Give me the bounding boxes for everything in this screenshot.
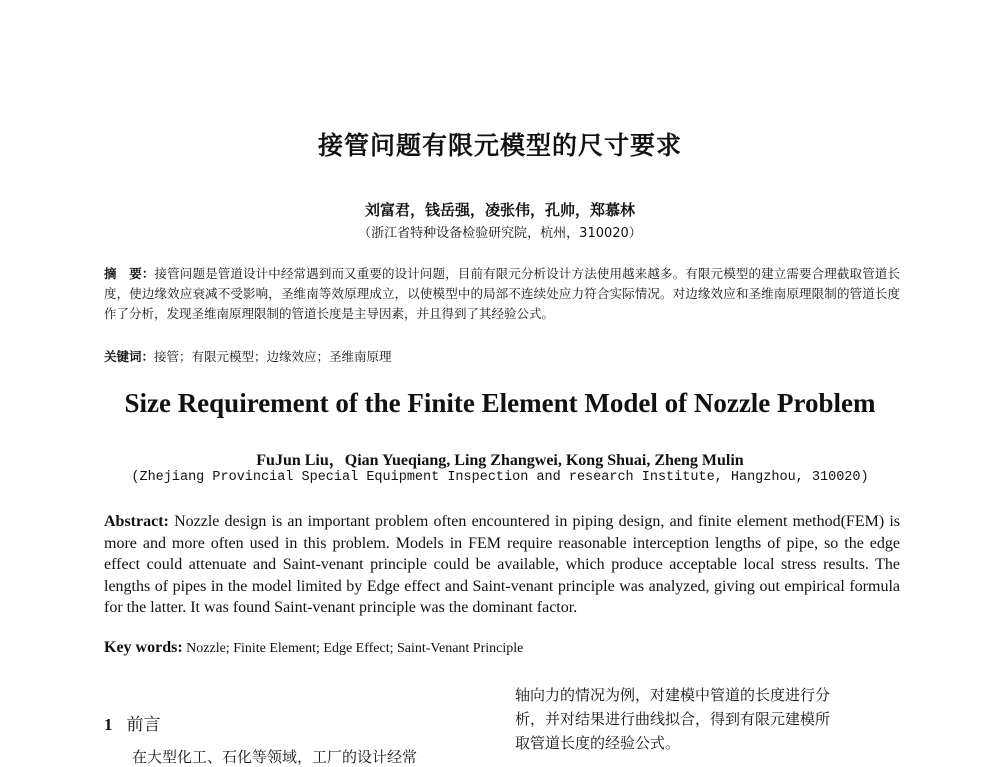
chinese-keywords-text: 接管；有限元模型；边缘效应；圣维南原理 bbox=[154, 349, 392, 364]
english-abstract-text: Nozzle design is an important problem often encountered in piping design, and finite element method(FEM) is more and more often used in this problem. Models in FEM require reasonable interception lengths of pipe, so the edge effect could attenuate and Saint-venant principle could be available, which produce acceptable local stress results. The lengths of pipes in the model limited by Edge effect and Saint-venant principle was analyzed, giving out empirical formula for the latter. It was found Saint-venant principle was the dominant factor. bbox=[104, 513, 901, 616]
chinese-keywords-label: 关键词： bbox=[104, 349, 155, 364]
left-column-paragraph: 在大型化工、石化等领域，工厂的设计经常 bbox=[132, 748, 418, 766]
chinese-abstract-label: 摘 要： bbox=[104, 266, 155, 281]
chinese-keywords bbox=[104, 347, 900, 365]
chinese-abstract-text: 接管问题是管道设计中经常遇到而又重要的设计问题，目前有限元分析设计方法使用越来越多。有限元模型的建立需要合理截取管道长度，使边缘效应衰减不受影响，圣维南等效原理成立，以使模型中的局部不连续处应力符合实际情况。对边缘效应和圣维南原理限制的管道长度作了分析，发现圣维南原理限制的管道长度是主导因素，并且得到了其经验公式。 bbox=[104, 266, 900, 321]
right-column-line: 轴向力的情况为例，对建模中管道的长度进行分 bbox=[515, 686, 831, 704]
english-keywords-label: Key words: bbox=[104, 639, 183, 656]
english-keywords bbox=[104, 639, 900, 657]
chinese-abstract bbox=[104, 264, 900, 324]
english-title: Size Requirement of the Finite Element Model of Nozzle Problem bbox=[124, 388, 876, 418]
right-column-line: 取管道长度的经验公式。 bbox=[515, 734, 681, 752]
chinese-affiliation: （浙江省特种设备检验研究院，杭州，310020） bbox=[358, 226, 642, 241]
english-abstract bbox=[104, 511, 900, 619]
section-title: 前言 bbox=[126, 715, 161, 735]
chinese-authors: 刘富君，钱岳强，凌张伟，孔帅，郑慕林 bbox=[364, 201, 635, 219]
right-column-paragraph bbox=[515, 683, 905, 755]
section-number: 1 bbox=[104, 715, 113, 734]
section-heading bbox=[104, 710, 161, 735]
english-keywords-text: Nozzle; Finite Element; Edge Effect; Saint-Venant Principle bbox=[186, 641, 524, 656]
chinese-title: 接管问题有限元模型的尺寸要求 bbox=[317, 131, 682, 160]
english-abstract-label: Abstract: bbox=[104, 513, 169, 530]
english-authors: FuJun Liu，Qian Yueqiang, Ling Zhangwei, Kong Shuai, Zheng Mulin bbox=[256, 452, 744, 469]
right-column-line: 析，并对结果进行曲线拟合，得到有限元建模所 bbox=[515, 710, 831, 728]
english-affiliation: (Zhejiang Provincial Special Equipment Inspection and research Institute, Hangzhou, 310020) bbox=[131, 470, 869, 485]
